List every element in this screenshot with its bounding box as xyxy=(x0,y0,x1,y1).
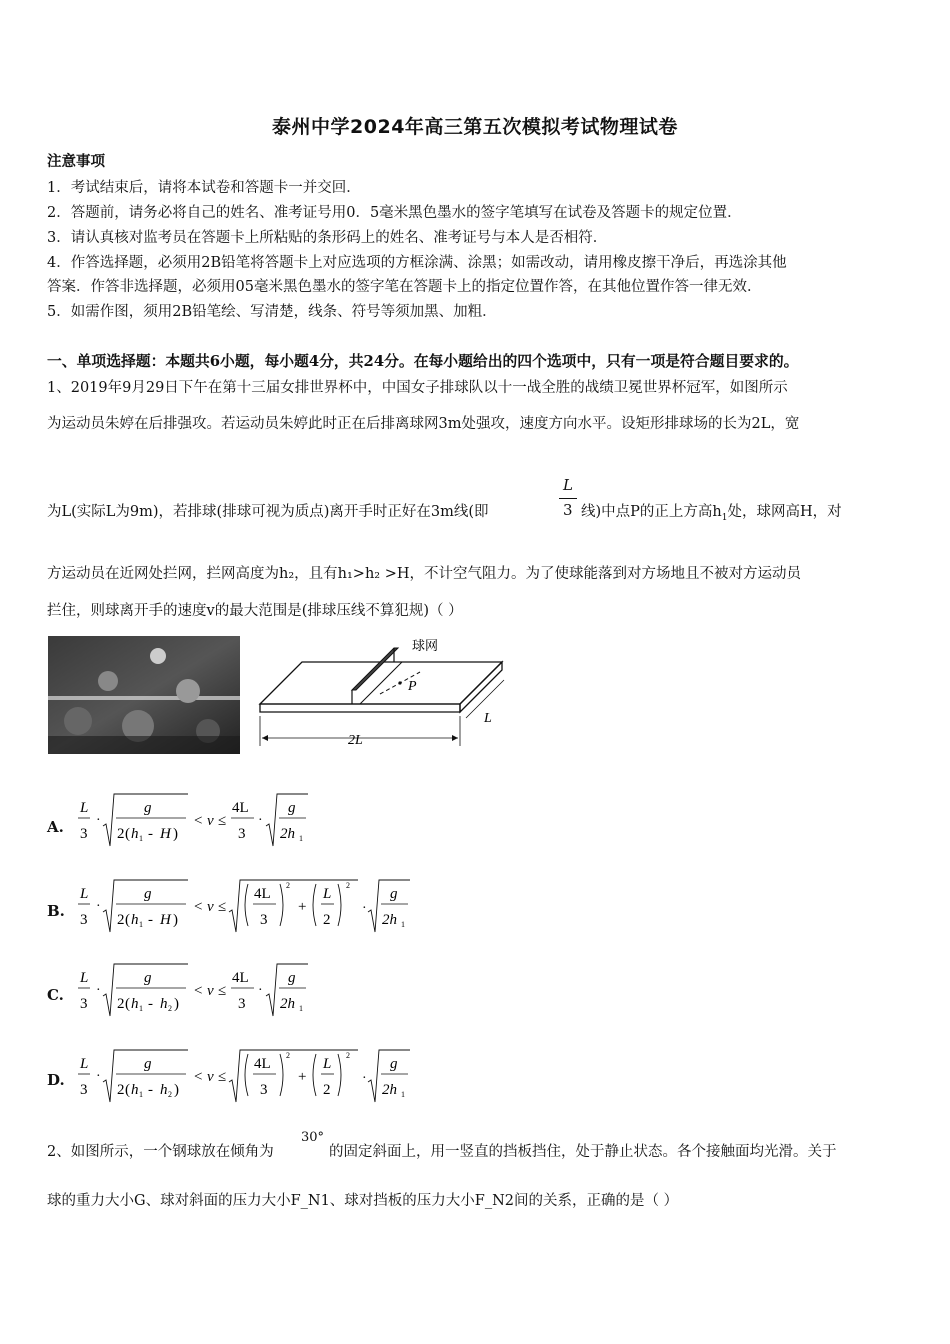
svg-text:L: L xyxy=(80,800,89,816)
svg-text:L: L xyxy=(80,1056,89,1072)
svg-text:3: 3 xyxy=(80,1082,88,1098)
svg-text:g: g xyxy=(144,886,152,902)
svg-text:g: g xyxy=(288,800,296,816)
svg-text:(: ( xyxy=(125,996,130,1012)
svg-text:<: < xyxy=(194,813,203,829)
svg-text:1: 1 xyxy=(299,1004,303,1013)
svg-text:≤: ≤ xyxy=(218,813,227,829)
svg-text:2: 2 xyxy=(286,1051,290,1060)
svg-text:3: 3 xyxy=(260,912,268,928)
notice-item: 1．考试结束后，请将本试卷和答题卡一并交回． xyxy=(47,180,361,196)
svg-text:·: · xyxy=(96,813,101,828)
svg-text:<: < xyxy=(194,1069,203,1085)
svg-text:-: - xyxy=(148,996,153,1012)
svg-text:L: L xyxy=(323,1056,332,1072)
q2-text: 球的重力大小G、球对斜面的压力大小F_N1、球对挡板的压力大小F_N2间的关系，正确的是（ ） xyxy=(47,1193,679,1209)
option-c-label[interactable]: C. xyxy=(47,986,64,1004)
notice-item: 答案．作答非选择题，必须用05毫米黑色墨水的签字笔在答题卡上的指定位置作答，在其他位置作答一律无效． xyxy=(47,279,762,295)
svg-text:2h: 2h xyxy=(382,1082,397,1098)
q1-text: 线)中点P的正上方高$h_1$处，球网高H，对 xyxy=(581,504,842,523)
option-b-label[interactable]: B. xyxy=(47,902,65,920)
section-heading: 一、单项选择题：本题共6小题，每小题4分，共24分。在每小题给出的四个选项中，只有一项是符合题目要求的。 xyxy=(47,353,799,370)
svg-text:1: 1 xyxy=(139,920,143,929)
svg-text:g: g xyxy=(144,970,152,986)
volleyball-photo xyxy=(48,636,240,754)
svg-text:2: 2 xyxy=(346,1051,350,1060)
svg-text:2h: 2h xyxy=(280,996,295,1012)
svg-text:3: 3 xyxy=(260,1082,268,1098)
svg-text:2: 2 xyxy=(117,996,125,1012)
svg-text:g: g xyxy=(144,1056,152,1072)
point-label: P xyxy=(408,679,417,694)
svg-text:h: h xyxy=(131,996,139,1012)
svg-text:1: 1 xyxy=(299,834,303,843)
svg-text:1: 1 xyxy=(139,834,143,843)
svg-text:≤: ≤ xyxy=(218,899,227,915)
length-label: 2L xyxy=(348,733,363,748)
svg-text:v: v xyxy=(207,1069,214,1085)
notice-item: 4．作答选择题，必须用2B铅笔将答题卡上对应选项的方框涂满、涂黑；如需改动，请用橡皮擦干净后，再选涂其他 xyxy=(47,255,787,271)
svg-text:-: - xyxy=(148,826,153,842)
svg-text:H: H xyxy=(160,826,171,842)
svg-text:3: 3 xyxy=(238,826,246,842)
option-a-label[interactable]: A. xyxy=(47,818,64,836)
svg-text:h: h xyxy=(131,912,139,928)
option-d-formula xyxy=(76,1046,416,1108)
svg-text:): ) xyxy=(173,826,178,842)
svg-text:·: · xyxy=(96,983,101,998)
svg-text:3: 3 xyxy=(80,996,88,1012)
svg-text:1: 1 xyxy=(401,1090,405,1099)
svg-text:L: L xyxy=(80,970,89,986)
svg-text:): ) xyxy=(174,996,179,1012)
svg-text:4L: 4L xyxy=(232,800,249,816)
fraction-l-over-3: L 3 xyxy=(557,476,579,522)
svg-text:g: g xyxy=(390,1056,398,1072)
svg-text:4L: 4L xyxy=(232,970,249,986)
svg-text:3: 3 xyxy=(80,912,88,928)
court-diagram xyxy=(252,632,512,756)
svg-text:2h: 2h xyxy=(382,912,397,928)
svg-text:h: h xyxy=(160,1082,168,1098)
q2-angle: 30° xyxy=(301,1130,325,1145)
svg-text:g: g xyxy=(390,886,398,902)
svg-text:<: < xyxy=(194,983,203,999)
svg-text:v: v xyxy=(207,983,214,999)
svg-text:·: · xyxy=(96,1069,101,1084)
svg-text:L: L xyxy=(323,886,332,902)
svg-text:2: 2 xyxy=(117,912,125,928)
svg-text:2: 2 xyxy=(168,1004,172,1013)
svg-text:1: 1 xyxy=(401,920,405,929)
page-title: 泰州中学2024年高三第五次模拟考试物理试卷 xyxy=(272,116,678,138)
svg-text:·: · xyxy=(258,983,263,998)
svg-text:v: v xyxy=(207,813,214,829)
svg-text:(: ( xyxy=(125,826,130,842)
svg-text:3: 3 xyxy=(238,996,246,1012)
notice-heading: 注意事项 xyxy=(47,153,105,170)
svg-text:2: 2 xyxy=(323,912,331,928)
svg-text:1: 1 xyxy=(139,1004,143,1013)
q1-text: 拦住，则球离开手的速度v的最大范围是(排球压线不算犯规)（ ） xyxy=(47,603,463,619)
svg-text:L: L xyxy=(80,886,89,902)
q1-text: 为L(实际L为9m)，若排球(排球可视为质点)离开手时正好在3m线(即 xyxy=(47,504,489,520)
svg-text:2: 2 xyxy=(286,881,290,890)
svg-text:(: ( xyxy=(125,912,130,928)
net-label: 球网 xyxy=(412,639,439,654)
svg-text:2h: 2h xyxy=(280,826,295,842)
q1-text: 1、2019年9月29日下午在第十三届女排世界杯中，中国女子排球队以十一战全胜的战绩卫冕世界杯冠军，如图所示 xyxy=(47,380,788,396)
option-b-formula xyxy=(76,876,416,938)
svg-text:h: h xyxy=(131,1082,139,1098)
notice-item: 2．答题前，请务必将自己的姓名、准考证号用0．5毫米黑色墨水的签字笔填写在试卷及答题卡的规定位置． xyxy=(47,205,742,221)
svg-text:g: g xyxy=(144,800,152,816)
svg-text:·: · xyxy=(362,1071,367,1086)
svg-text:<: < xyxy=(194,899,203,915)
svg-text:+: + xyxy=(298,899,307,915)
svg-text:h: h xyxy=(160,996,168,1012)
svg-text:2: 2 xyxy=(168,1090,172,1099)
svg-text:·: · xyxy=(96,899,101,914)
svg-text:-: - xyxy=(148,912,153,928)
q1-text: 方运动员在近网处拦网，拦网高度为h₂，且有h₁>h₂ >H，不计空气阻力。为了使球能落到对方场地且不被对方运动员 xyxy=(47,566,802,582)
svg-text:+: + xyxy=(298,1069,307,1085)
svg-text:4L: 4L xyxy=(254,886,271,902)
option-a-formula xyxy=(76,790,336,852)
svg-text:2: 2 xyxy=(346,881,350,890)
width-label: L xyxy=(484,711,492,726)
option-c-formula xyxy=(76,960,336,1022)
option-d-label[interactable]: D. xyxy=(47,1071,65,1089)
svg-text:2: 2 xyxy=(117,826,125,842)
svg-text:≤: ≤ xyxy=(218,1069,227,1085)
notice-item: 3．请认真核对监考员在答题卡上所粘贴的条形码上的姓名、准考证号与本人是否相符． xyxy=(47,230,608,246)
svg-text:2: 2 xyxy=(117,1082,125,1098)
svg-text:·: · xyxy=(362,901,367,916)
svg-text:3: 3 xyxy=(80,826,88,842)
svg-text:h: h xyxy=(131,826,139,842)
svg-text:g: g xyxy=(288,970,296,986)
q2-text: 2、如图所示，一个钢球放在倾角为 xyxy=(47,1144,274,1160)
svg-text:2: 2 xyxy=(323,1082,331,1098)
svg-text:H: H xyxy=(160,912,171,928)
q1-text: 为运动员朱婷在后排强攻。若运动员朱婷此时正在后排离球网3m处强攻，速度方向水平。设矩形排球场的长为2L，宽 xyxy=(47,416,800,432)
svg-text:-: - xyxy=(148,1082,153,1098)
q2-text: 的固定斜面上，用一竖直的挡板挡住，处于静止状态。各个接触面均光滑。关于 xyxy=(329,1144,837,1160)
svg-text:1: 1 xyxy=(139,1090,143,1099)
svg-text:4L: 4L xyxy=(254,1056,271,1072)
svg-text:): ) xyxy=(173,912,178,928)
svg-text:(: ( xyxy=(125,1082,130,1098)
svg-text:v: v xyxy=(207,899,214,915)
notice-item: 5．如需作图，须用2B铅笔绘、写清楚，线条、符号等须加黑、加粗． xyxy=(47,304,497,320)
svg-text:): ) xyxy=(174,1082,179,1098)
svg-text:·: · xyxy=(258,813,263,828)
svg-text:≤: ≤ xyxy=(218,983,227,999)
